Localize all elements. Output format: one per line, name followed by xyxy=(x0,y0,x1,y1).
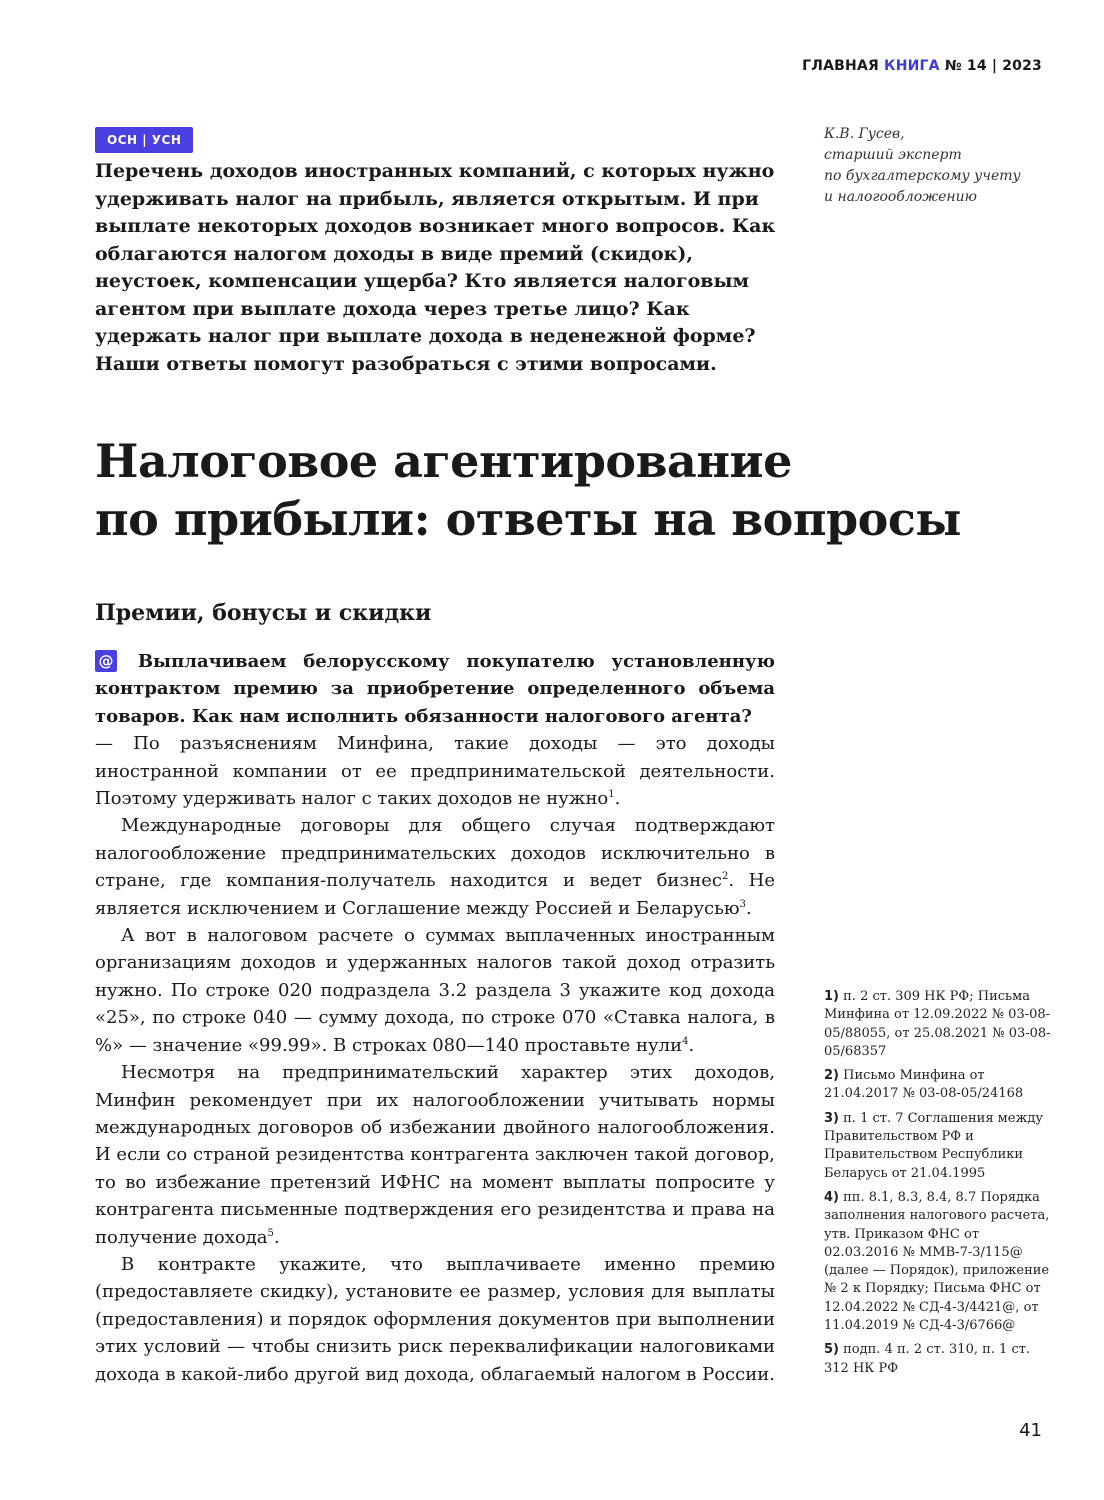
brand-name: ГЛАВНАЯ xyxy=(802,58,879,74)
paragraph-5: В контракте укажите, что выплачиваете именно премию (предоставляете скидку), установите ее размер, условия для выплаты (предоставления) и порядок оформления документов при выполнении этих условий — чтобы снизить риск переквалификации налоговиками дохода в какой-либо другой вид дохода, облагаемый налогом в России. xyxy=(95,1253,775,1385)
article-title xyxy=(95,432,995,548)
page-number: 41 xyxy=(1019,1420,1042,1441)
footnote-4: 4) пп. 8.1, 8.3, 8.4, 8.7 Порядка заполнения налогового расчета, утв. Приказом ФНС от 02.03.2016 № ММВ-7-3/115@ (далее — Порядок), приложение № 2 к Порядку; Письма ФНС от 12.04.2022 № СД-4-3/4421@, от 11.04.2019 № СД-4-3/6766@ xyxy=(824,1189,1050,1334)
brand-accent: КНИГА xyxy=(884,58,940,74)
paragraph-4: Несмотря на предпринимательский характер этих доходов, Минфин рекомендует при их налогообложении учитывать нормы международных договоров об избежании двойного налогообложения. И если со страной резидентства контрагента заключен такой договор, то во избежание претензий ИФНС на момент выплаты попросите у контрагента письменные подтверждения его резидентства и права на получение дохода$^5$. xyxy=(95,1062,775,1248)
author-block xyxy=(824,124,1054,208)
title-line-1: Налоговое агентирование xyxy=(95,434,792,488)
footnote-ref-2: 2 xyxy=(721,871,729,883)
lead-paragraph: Перечень доходов иностранных компаний, с которых нужно удерживать налог на прибыль, является открытым. И при выплате некоторых доходов возникает много вопросов. Как облагаются налогом доходы в виде премий (скидок), неустоек, компенсации ущерба? Кто является налоговым агентом при выплате дохода через третье лицо? Как удержать налог при выплате дохода в неденежной форме? Наши ответы помогут разобраться с этими вопросами. xyxy=(95,160,776,375)
category-tag: ОСН | УСН xyxy=(95,127,193,153)
section-heading: Премии, бонусы и скидки xyxy=(95,600,432,626)
footnote-2: 2) Письмо Минфина от 21.04.2017 № 03-08-05/24168 xyxy=(824,1068,1024,1102)
paragraph-3: А вот в налоговом расчете о суммах выплаченных иностранным организациям доходов и удержанных налогов такой доход отразить нужно. По строке 020 подраздела 3.2 раздела 3 укажите код дохода «25», по строке 040 — сумму дохода, по строке 070 «Ставка налога, в %» — значение «99.99». В строках 080—140 проставьте нули$^4$. xyxy=(95,925,775,1056)
footnote-ref-3: 3 xyxy=(739,898,746,910)
question xyxy=(95,648,775,730)
author-position-1: старший эксперт xyxy=(824,147,962,163)
article-body xyxy=(95,648,775,1388)
footnote-ref-5: 5 xyxy=(267,1227,274,1239)
author-position-2: по бухгалтерскому учету xyxy=(824,168,1021,184)
footnote-5: 5) подп. 4 п. 2 ст. 310, п. 1 ст. 312 НК РФ xyxy=(824,1342,1031,1376)
author-position-3: и налогообложению xyxy=(824,189,977,205)
magazine-header xyxy=(802,58,1042,74)
title-line-2: по прибыли: ответы на вопросы xyxy=(95,492,961,546)
footnotes xyxy=(824,988,1054,1384)
issue-number: № 14 | 2023 xyxy=(944,58,1042,74)
at-icon: @ xyxy=(95,650,117,672)
footnote-1: 1) п. 2 ст. 309 НК РФ; Письма Минфина от 12.09.2022 № 03-08-05/88055, от 25.08.2021 № 03-08-05/68357 xyxy=(824,989,1051,1059)
footnote-ref-4: 4 xyxy=(682,1035,689,1047)
paragraph-1: — По разъяснениям Минфина, такие доходы — это доходы иностранной компании от ее предпринимательской деятельности. Поэтому удерживать налог с таких доходов не нужно$^1$. xyxy=(95,733,775,810)
footnote-3: 3) п. 1 ст. 7 Соглашения между Правительством РФ и Правительством Республики Беларусь от 21.04.1995 xyxy=(824,1110,1044,1181)
paragraph-2: Международные договоры для общего случая подтверждают налогообложение предпринимательских доходов исключительно в стране, где компания-получатель находится и ведет бизнес$^2$. Не является исключением и Соглашение между Россией и Беларусью$^3$. xyxy=(95,815,775,919)
question-text: Выплачиваем белорусскому покупателю установленную контрактом премию за приобретение определенного объема товаров. Как нам исполнить обязанности налогового агента? xyxy=(95,651,775,727)
footnote-ref-1: 1 xyxy=(608,789,615,801)
author-name: К.В. Гусев, xyxy=(824,126,905,142)
